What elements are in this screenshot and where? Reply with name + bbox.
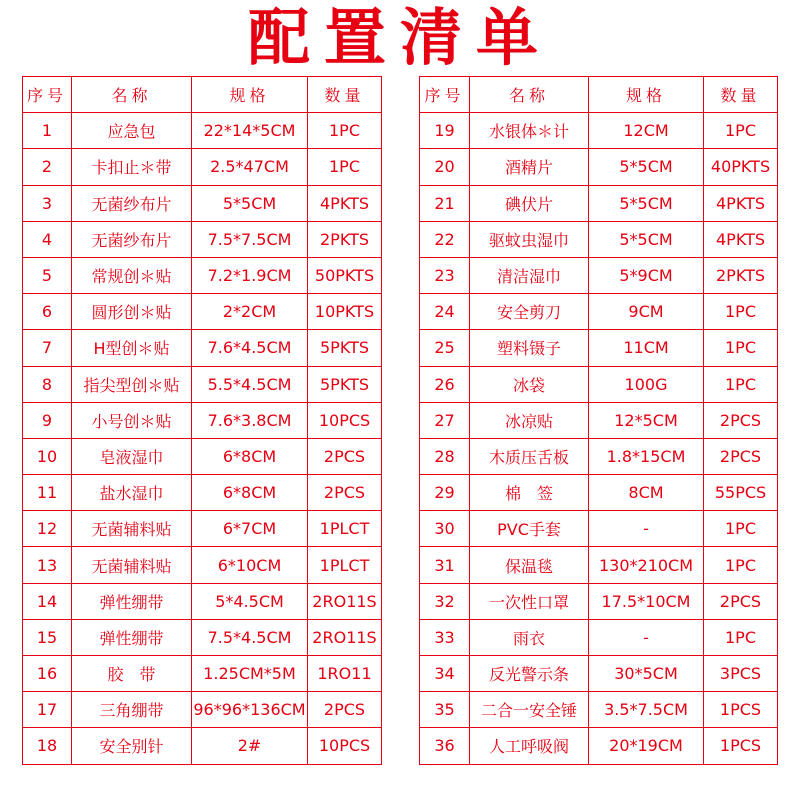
item-name: 胶 带 <box>72 656 192 692</box>
item-number: 15 <box>23 619 72 655</box>
item-spec: 5*5CM <box>589 185 704 221</box>
item-name: 水银体＊计 <box>470 113 589 149</box>
item-spec: 9CM <box>589 294 704 330</box>
item-name: 保温毯 <box>470 547 589 583</box>
item-name: 棉 签 <box>470 475 589 511</box>
item-name: 常规创＊贴 <box>72 257 192 293</box>
item-number: 18 <box>23 728 72 764</box>
item-number: 9 <box>23 402 72 438</box>
item-name: 应急包 <box>72 113 192 149</box>
header-number: 序号 <box>420 77 470 113</box>
table-row <box>420 294 778 330</box>
item-spec: 5*5CM <box>589 149 704 185</box>
item-number: 33 <box>420 619 470 655</box>
item-spec: 3.5*7.5CM <box>589 692 704 728</box>
item-name: 雨衣 <box>470 619 589 655</box>
item-spec: 11CM <box>589 330 704 366</box>
item-spec: - <box>589 619 704 655</box>
item-spec: 1.8*15CM <box>589 438 704 474</box>
item-name: 无菌辅料贴 <box>72 547 192 583</box>
table-row <box>420 656 778 692</box>
item-quantity: 4PKTS <box>704 185 778 221</box>
item-number: 32 <box>420 583 470 619</box>
item-name: 塑料镊子 <box>470 330 589 366</box>
table-row <box>23 728 382 764</box>
item-name: 弹性绷带 <box>72 619 192 655</box>
item-spec: 1.25CM*5M <box>192 656 308 692</box>
item-number: 26 <box>420 366 470 402</box>
item-quantity: 2PCS <box>704 438 778 474</box>
item-quantity: 1PC <box>704 511 778 547</box>
item-quantity: 1PC <box>704 294 778 330</box>
item-number: 24 <box>420 294 470 330</box>
item-quantity: 5PKTS <box>308 330 382 366</box>
table-row <box>23 330 382 366</box>
item-name: 小号创＊贴 <box>72 402 192 438</box>
item-name: 一次性口罩 <box>470 583 589 619</box>
item-name: H型创＊贴 <box>72 330 192 366</box>
header-name: 名称 <box>470 77 589 113</box>
item-number: 21 <box>420 185 470 221</box>
item-number: 11 <box>23 475 72 511</box>
table-row <box>23 656 382 692</box>
table-row <box>23 547 382 583</box>
item-spec: 5*9CM <box>589 257 704 293</box>
table-row <box>420 221 778 257</box>
header-spec: 规格 <box>192 77 308 113</box>
table-row <box>420 475 778 511</box>
item-spec: 5.5*4.5CM <box>192 366 308 402</box>
item-quantity: 1PLCT <box>308 547 382 583</box>
table-row <box>420 366 778 402</box>
header-quantity: 数量 <box>308 77 382 113</box>
item-quantity: 1PCS <box>704 692 778 728</box>
item-number: 17 <box>23 692 72 728</box>
item-name: PVC手套 <box>470 511 589 547</box>
item-spec: 96*96*136CM <box>192 692 308 728</box>
item-name: 皂液湿巾 <box>72 438 192 474</box>
item-spec: 22*14*5CM <box>192 113 308 149</box>
item-number: 27 <box>420 402 470 438</box>
item-quantity: 40PKTS <box>704 149 778 185</box>
item-quantity: 2RO11S <box>308 583 382 619</box>
item-name: 酒精片 <box>470 149 589 185</box>
item-spec: - <box>589 511 704 547</box>
table-row <box>23 475 382 511</box>
header-number: 序号 <box>23 77 72 113</box>
item-name: 指尖型创＊贴 <box>72 366 192 402</box>
item-number: 14 <box>23 583 72 619</box>
item-number: 30 <box>420 511 470 547</box>
table-row <box>23 185 382 221</box>
item-quantity: 2PCS <box>308 475 382 511</box>
item-number: 6 <box>23 294 72 330</box>
item-quantity: 10PCS <box>308 728 382 764</box>
item-number: 3 <box>23 185 72 221</box>
item-quantity: 1PC <box>308 149 382 185</box>
item-name: 弹性绷带 <box>72 583 192 619</box>
item-name: 人工呼吸阀 <box>470 728 589 764</box>
item-name: 驱蚊虫湿巾 <box>470 221 589 257</box>
item-quantity: 2RO11S <box>308 619 382 655</box>
item-spec: 12CM <box>589 113 704 149</box>
item-quantity: 3PCS <box>704 656 778 692</box>
table-row <box>420 728 778 764</box>
item-spec: 12*5CM <box>589 402 704 438</box>
item-spec: 2*2CM <box>192 294 308 330</box>
table-row <box>23 113 382 149</box>
item-quantity: 2PCS <box>308 438 382 474</box>
item-quantity: 55PCS <box>704 475 778 511</box>
item-quantity: 1PC <box>704 547 778 583</box>
item-name: 三角绷带 <box>72 692 192 728</box>
item-name: 清洁湿巾 <box>470 257 589 293</box>
item-number: 34 <box>420 656 470 692</box>
item-number: 8 <box>23 366 72 402</box>
item-name: 安全剪刀 <box>470 294 589 330</box>
item-quantity: 1PC <box>704 113 778 149</box>
item-number: 28 <box>420 438 470 474</box>
item-quantity: 10PCS <box>308 402 382 438</box>
header-quantity: 数量 <box>704 77 778 113</box>
item-quantity: 1PC <box>704 330 778 366</box>
item-number: 16 <box>23 656 72 692</box>
item-spec: 5*4.5CM <box>192 583 308 619</box>
table-row <box>420 547 778 583</box>
item-number: 25 <box>420 330 470 366</box>
table-row <box>23 619 382 655</box>
item-quantity: 2PCS <box>704 402 778 438</box>
item-name: 冰凉贴 <box>470 402 589 438</box>
table-row <box>23 438 382 474</box>
item-spec: 6*7CM <box>192 511 308 547</box>
item-spec: 2.5*47CM <box>192 149 308 185</box>
table-row <box>420 511 778 547</box>
table-row <box>23 257 382 293</box>
table-row <box>420 692 778 728</box>
item-name: 无菌纱布片 <box>72 221 192 257</box>
item-number: 5 <box>23 257 72 293</box>
table-header-row <box>420 77 778 113</box>
item-number: 12 <box>23 511 72 547</box>
table-row <box>420 619 778 655</box>
item-number: 35 <box>420 692 470 728</box>
table-header-row <box>23 77 382 113</box>
item-quantity: 10PKTS <box>308 294 382 330</box>
item-name: 盐水湿巾 <box>72 475 192 511</box>
item-number: 19 <box>420 113 470 149</box>
table-row <box>23 511 382 547</box>
item-name: 木质压舌板 <box>470 438 589 474</box>
table-row <box>420 402 778 438</box>
table-row <box>420 438 778 474</box>
item-name: 二合一安全锤 <box>470 692 589 728</box>
item-number: 4 <box>23 221 72 257</box>
item-spec: 5*5CM <box>192 185 308 221</box>
item-name: 反光警示条 <box>470 656 589 692</box>
item-quantity: 50PKTS <box>308 257 382 293</box>
item-spec: 6*8CM <box>192 438 308 474</box>
item-number: 13 <box>23 547 72 583</box>
item-number: 20 <box>420 149 470 185</box>
item-spec: 30*5CM <box>589 656 704 692</box>
item-spec: 6*10CM <box>192 547 308 583</box>
item-quantity: 5PKTS <box>308 366 382 402</box>
item-name: 圆形创＊贴 <box>72 294 192 330</box>
item-number: 7 <box>23 330 72 366</box>
header-name: 名称 <box>72 77 192 113</box>
item-quantity: 1RO11 <box>308 656 382 692</box>
item-spec: 20*19CM <box>589 728 704 764</box>
item-quantity: 2PKTS <box>308 221 382 257</box>
item-quantity: 4PKTS <box>704 221 778 257</box>
item-spec: 7.5*4.5CM <box>192 619 308 655</box>
item-quantity: 1PLCT <box>308 511 382 547</box>
item-spec: 7.6*3.8CM <box>192 402 308 438</box>
item-number: 29 <box>420 475 470 511</box>
item-number: 10 <box>23 438 72 474</box>
item-number: 36 <box>420 728 470 764</box>
table-row <box>23 366 382 402</box>
table-row <box>420 583 778 619</box>
table-row <box>23 149 382 185</box>
item-number: 1 <box>23 113 72 149</box>
item-spec: 5*5CM <box>589 221 704 257</box>
item-spec: 100G <box>589 366 704 402</box>
item-number: 23 <box>420 257 470 293</box>
item-quantity: 2PKTS <box>704 257 778 293</box>
table-row <box>420 185 778 221</box>
item-spec: 2# <box>192 728 308 764</box>
item-name: 无菌纱布片 <box>72 185 192 221</box>
table-row <box>23 402 382 438</box>
item-quantity: 2PCS <box>308 692 382 728</box>
item-name: 卡扣止＊带 <box>72 149 192 185</box>
item-quantity: 1PC <box>704 366 778 402</box>
item-quantity: 1PCS <box>704 728 778 764</box>
item-name: 无菌辅料贴 <box>72 511 192 547</box>
item-spec: 7.5*7.5CM <box>192 221 308 257</box>
item-spec: 7.6*4.5CM <box>192 330 308 366</box>
item-quantity: 1PC <box>308 113 382 149</box>
item-spec: 6*8CM <box>192 475 308 511</box>
table-row <box>420 257 778 293</box>
table-row <box>23 221 382 257</box>
item-number: 2 <box>23 149 72 185</box>
table-row <box>23 692 382 728</box>
item-name: 碘伏片 <box>470 185 589 221</box>
table-row <box>420 113 778 149</box>
item-spec: 8CM <box>589 475 704 511</box>
table-row <box>420 149 778 185</box>
table-row <box>23 294 382 330</box>
item-number: 22 <box>420 221 470 257</box>
item-name: 安全别针 <box>72 728 192 764</box>
item-spec: 130*210CM <box>589 547 704 583</box>
item-spec: 17.5*10CM <box>589 583 704 619</box>
item-quantity: 2PCS <box>704 583 778 619</box>
table-row <box>420 330 778 366</box>
header-spec: 规格 <box>589 77 704 113</box>
page-title: 配置清单 <box>247 1 552 74</box>
inventory-table-left <box>22 76 382 765</box>
inventory-table-right <box>419 76 778 765</box>
item-quantity: 4PKTS <box>308 185 382 221</box>
item-name: 冰袋 <box>470 366 589 402</box>
item-quantity: 1PC <box>704 619 778 655</box>
item-number: 31 <box>420 547 470 583</box>
table-row <box>23 583 382 619</box>
item-spec: 7.2*1.9CM <box>192 257 308 293</box>
